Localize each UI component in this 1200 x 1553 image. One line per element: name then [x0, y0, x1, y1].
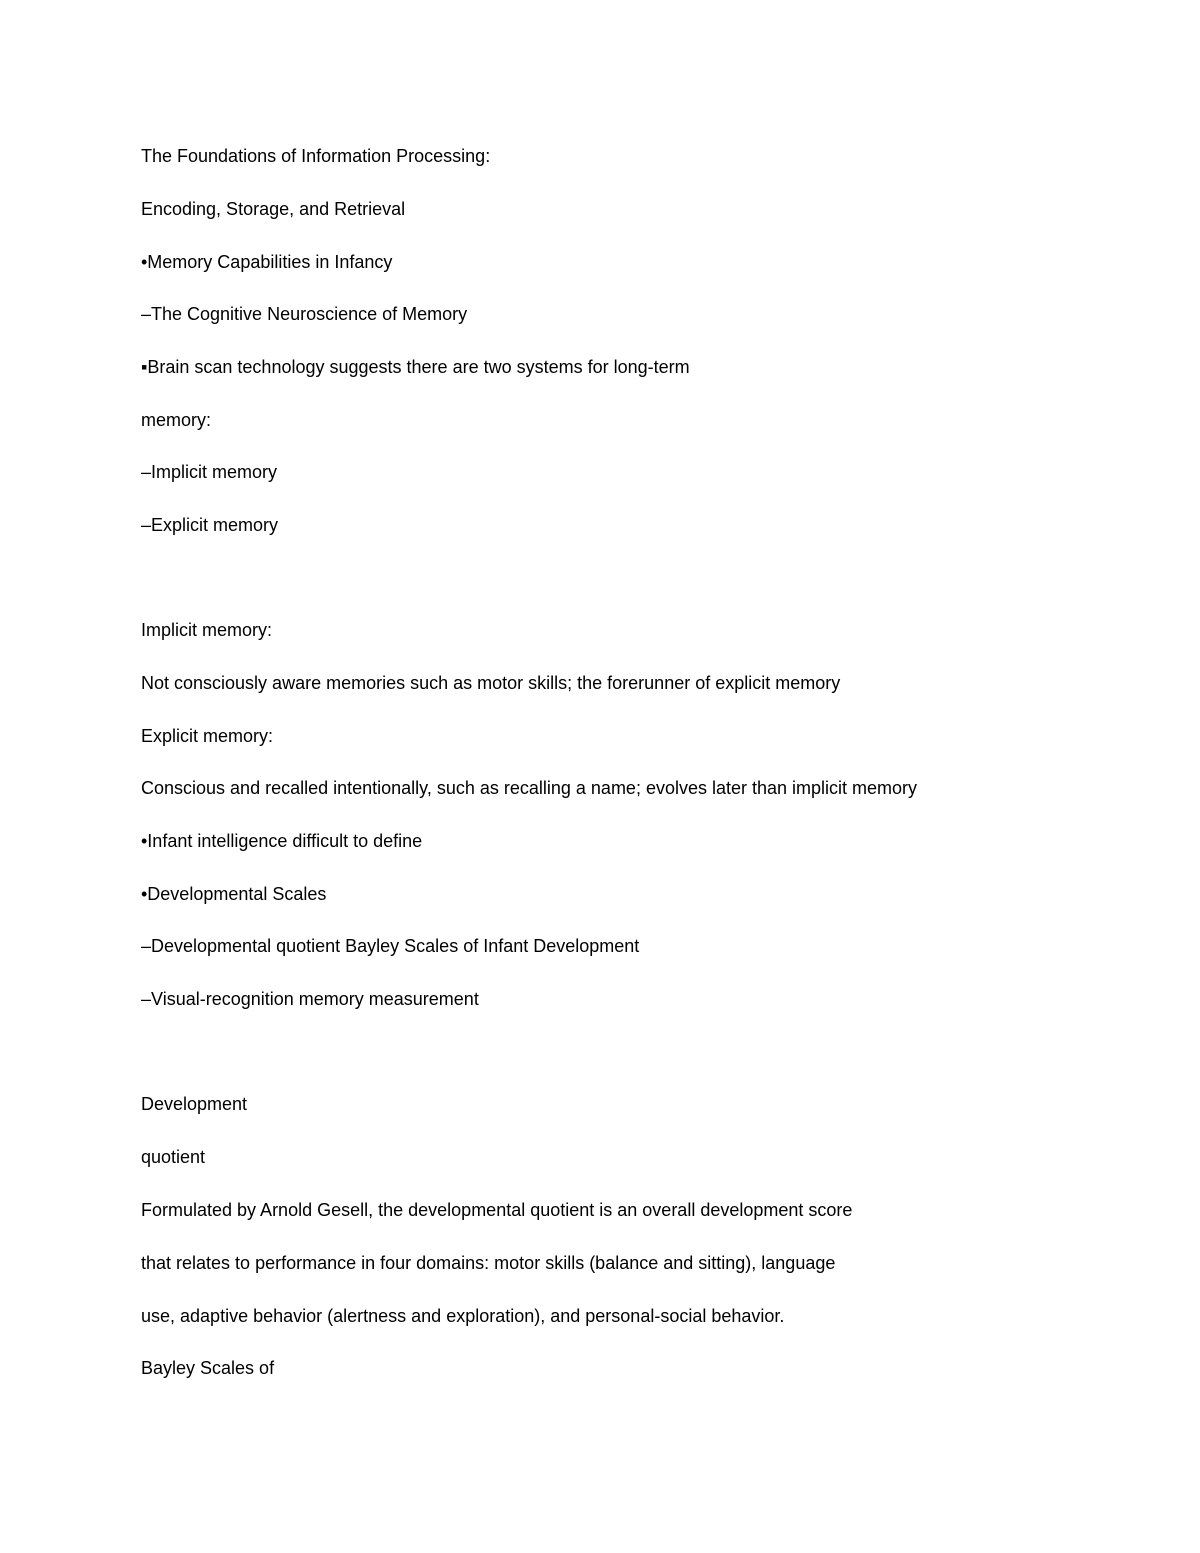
doc-line: Development: [141, 1094, 248, 1114]
doc-line: quotient: [141, 1147, 206, 1167]
doc-line: that relates to performance in four domains: motor skills (balance and sitting), language: [141, 1253, 836, 1273]
doc-line: •Developmental Scales: [141, 884, 327, 904]
doc-line: Formulated by Arnold Gesell, the developmental quotient is an overall development score: [141, 1200, 853, 1220]
doc-line: memory:: [141, 410, 212, 430]
doc-line: •Infant intelligence difficult to define: [141, 831, 423, 851]
doc-line: –Visual-recognition memory measurement: [141, 989, 479, 1009]
doc-line: Implicit memory:: [141, 620, 273, 640]
doc-line: •Memory Capabilities in Infancy: [141, 252, 393, 272]
doc-line: Bayley Scales of: [141, 1358, 275, 1378]
doc-line: Conscious and recalled intentionally, such as recalling a name; evolves later than implicit memory: [141, 778, 918, 798]
doc-line: Explicit memory:: [141, 726, 274, 746]
doc-line: Encoding, Storage, and Retrieval: [141, 199, 406, 219]
doc-line: –Implicit memory: [141, 462, 278, 482]
doc-line: use, adaptive behavior (alertness and exploration), and personal-social behavior.: [141, 1306, 785, 1326]
doc-line: Not consciously aware memories such as motor skills; the forerunner of explicit memory: [141, 673, 841, 693]
doc-line: ▪Brain scan technology suggests there are two systems for long-term: [141, 357, 690, 377]
doc-line: The Foundations of Information Processing:: [141, 146, 491, 166]
doc-line: –Explicit memory: [141, 515, 279, 535]
doc-line: –The Cognitive Neuroscience of Memory: [141, 304, 468, 324]
doc-line: –Developmental quotient Bayley Scales of Infant Development: [141, 936, 640, 956]
